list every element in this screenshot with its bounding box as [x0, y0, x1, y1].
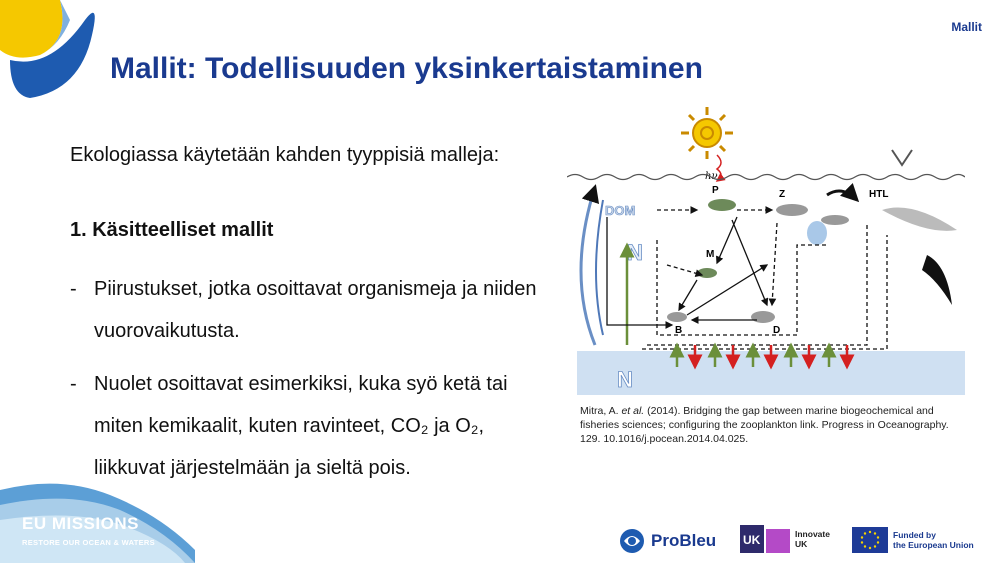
innovate-uk-text [795, 529, 840, 549]
eu-missions-logo-text: EU MISSIONS [22, 514, 139, 533]
funded-line-1: Funded by [893, 530, 936, 540]
citation-rest: (2014). Bridging the gap between marine biogeochemical and fisheries sciences; configuring the zooplankton link. Progress in Oceanography. 129. 10.1016/j.pocean.2014.04.025. [580, 405, 949, 445]
svg-text:UK: UK [743, 533, 761, 547]
eu-missions-subtitle: RESTORE OUR OCEAN & WATERS [22, 538, 155, 547]
figure-citation [580, 404, 960, 446]
model-type-heading: 1. Käsitteelliset mallit [70, 219, 274, 241]
bacteria-label: B [675, 325, 683, 336]
probleu-logo-text: ProBleu [651, 531, 717, 550]
citation-authors: Mitra, A. [580, 405, 622, 417]
intro-text: Ekologiassa käytetään kahden tyyppisiä malleja: [70, 144, 500, 166]
detritus-label: D [773, 325, 781, 336]
funded-by-eu-text [893, 530, 988, 550]
probleu-corner-logo [0, 0, 105, 100]
bullet-text: Piirustukset, jotka osoittavat organismeja ja niiden vuorovaikutusta. [94, 278, 537, 342]
probleu-icon [616, 525, 648, 557]
phytoplankton-label: P [712, 185, 719, 196]
mixotroph-label: M [706, 249, 715, 260]
uk-line: UK [795, 539, 808, 549]
ukri-logo [740, 525, 790, 553]
light-label: hν [705, 171, 718, 182]
section-tag: Mallit [951, 20, 982, 34]
nitrogen-label-bottom: N [617, 367, 633, 392]
innovate-line: Innovate [795, 529, 830, 539]
page-title: Mallit: Todellisuuden yksinkertaistaminen [110, 52, 703, 85]
bullet-text: Nuolet osoittavat esimerkiksi, kuka syö ketä tai miten kemikaalit, kuten ravinteet, CO₂ ja O₂, liikkuvat järjestelmään ja sieltä pois. [94, 373, 508, 479]
zooplankton-label: Z [779, 189, 786, 200]
higher-trophic-label: HTL [869, 189, 889, 200]
ecosystem-diagram [567, 105, 965, 397]
sun-icon [681, 107, 733, 159]
dom-label: DOM [605, 203, 636, 218]
citation-etal: et al. [621, 405, 645, 417]
nitrogen-label-top: N [627, 240, 643, 265]
bullet-dash: - [70, 373, 77, 395]
funded-line-2: the European Union [893, 540, 974, 550]
eu-flag-icon [852, 527, 888, 553]
bullet-dash: - [70, 278, 77, 300]
